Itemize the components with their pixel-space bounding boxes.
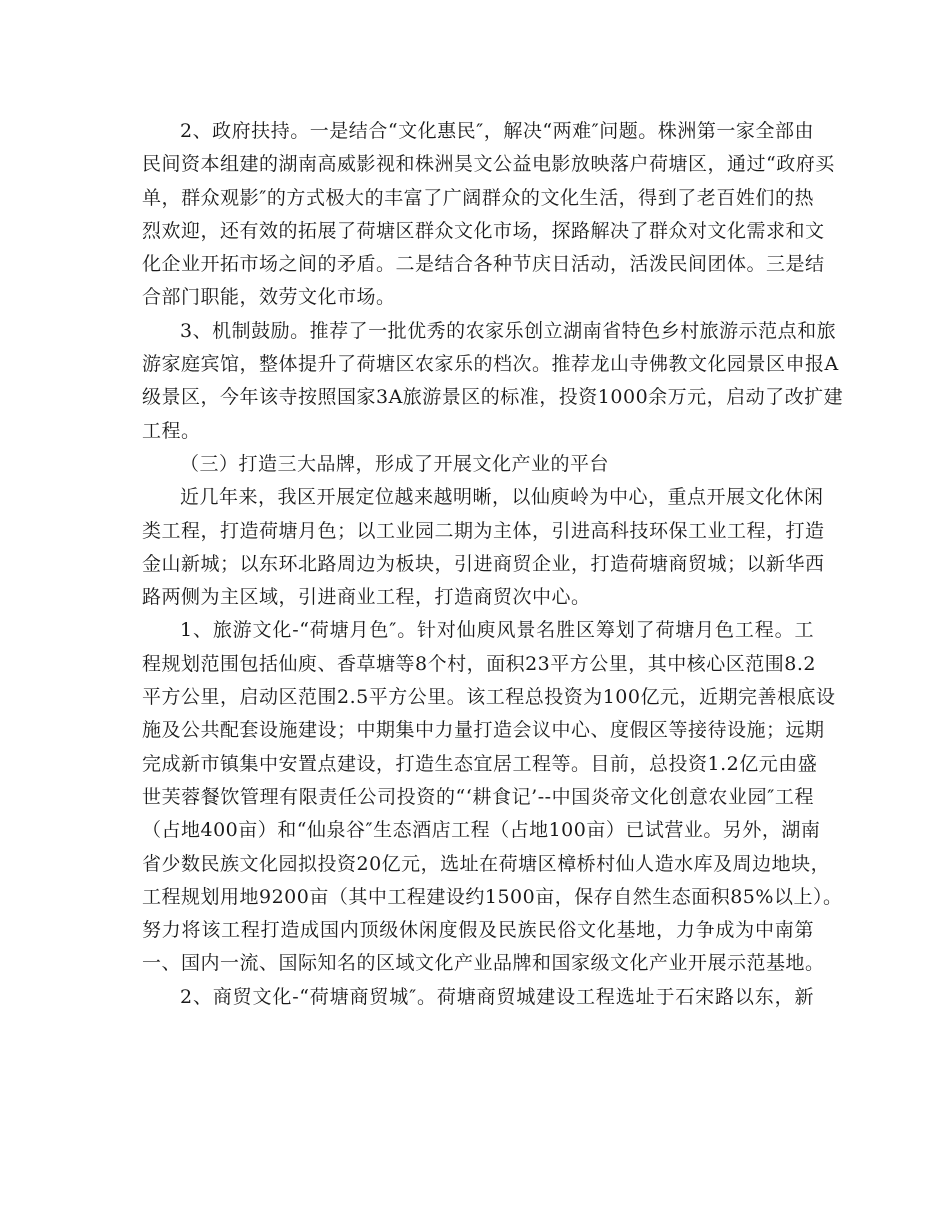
text-line: 省少数民族文化园拟投资20亿元，选址在荷塘区樟桥村仙人造水库及周边地块， (142, 852, 831, 875)
document-body (142, 115, 844, 1014)
paragraph-commerce-culture (142, 981, 814, 1014)
text-line: 金山新城；以东环北路周边为板块，引进商贸企业，打造荷塘商贸城；以新华西 (142, 552, 825, 575)
text-line: 路两侧为主区域，引进商业工程，打造商贸次中心。 (142, 586, 591, 609)
text-line: 类工程，打造荷塘月色；以工业园二期为主体，引进高科技环保工业工程，打造 (142, 519, 825, 542)
text-line: （占地400亩）和“仙泉谷″生态酒店工程（占地100亩）已试营业。另外，湖南 (142, 819, 821, 842)
text-line: 化企业开拓市场之间的矛盾。二是结合各种节庆日活动，活泼民间团体。三是结 (142, 253, 825, 276)
text-line: 2、商贸文化-“荷塘商贸城″。荷塘商贸城建设工程选址于石宋路以东，新 (180, 985, 814, 1008)
text-line: 级景区，今年该寺按照国家3A旅游景区的标准，投资1000余万元，启动了改扩建 (142, 386, 844, 409)
text-line: 2、政府扶持。一是结合“文化惠民″，解决“两难″问题。株洲第一家全部由 (180, 120, 814, 142)
text-line: 单，群众观影″的方式极大的丰富了广阔群众的文化生活，得到了老百姓们的热 (142, 186, 814, 209)
text-line: 1、旅游文化-“荷塘月色″。针对仙庾风景名胜区筹划了荷塘月色工程。工 (180, 619, 814, 642)
text-line: 一、国内一流、国际知名的区域文化产业品牌和国家级文化产业开展示范基地。 (142, 952, 825, 975)
text-line: 工程。 (142, 419, 201, 442)
paragraph-government-support (142, 115, 835, 315)
heading-text: （三）打造三大品牌，形成了开展文化产业的平台 (180, 452, 610, 475)
text-line: 施及公共配套设施建设；中期集中力量打造会议中心、度假区等接待设施；远期 (142, 719, 825, 742)
text-line: 平方公里，启动区范围2.5平方公里。该工程总投资为100亿元，近期完善根底设 (142, 686, 836, 709)
text-line: 程规划范围包括仙庾、香草塘等8个村，面积23平方公里，其中核心区范围8.2 (142, 652, 816, 675)
text-line: 3、机制鼓励。推荐了一批优秀的农家乐创立湖南省特色乡村旅游示范点和旅 (180, 319, 837, 342)
paragraph-mechanism-encouragement (142, 315, 844, 448)
text-line: 努力将该工程打造成国内顶级休闲度假及民族民俗文化基地，力争成为中南第 (142, 919, 814, 942)
paragraph-tourism-culture (142, 614, 843, 980)
section-heading-three-brands (142, 448, 814, 481)
text-line: 民间资本组建的湖南高威影视和株洲昊文公益电影放映落户荷塘区，通过“政府买 (142, 153, 835, 176)
paragraph-development-positioning (142, 481, 825, 614)
text-line: 世芙蓉餐饮管理有限责任公司投资的“‘耕食记’--中国炎帝文化创意农业园″工程 (142, 785, 814, 808)
text-line: 游家庭宾馆，整体提升了荷塘区农家乐的档次。推荐龙山寺佛教文化园景区申报A (142, 353, 839, 376)
text-line: 近几年来，我区开展定位越来越明晰，以仙庾岭为中心，重点开展文化休闲 (180, 486, 824, 509)
text-line: 工程规划用地9200亩（其中工程建设约1500亩，保存自然生态面积85%以上）。 (142, 885, 843, 908)
text-line: 合部门职能，效劳文化市场。 (142, 286, 396, 309)
text-line: 完成新市镇集中安置点建设，打造生态宜居工程等。目前，总投资1.2亿元由盛 (142, 752, 818, 775)
text-line: 烈欢迎，还有效的拓展了荷塘区群众文化市场，探路解决了群众对文化需求和文 (142, 219, 825, 242)
